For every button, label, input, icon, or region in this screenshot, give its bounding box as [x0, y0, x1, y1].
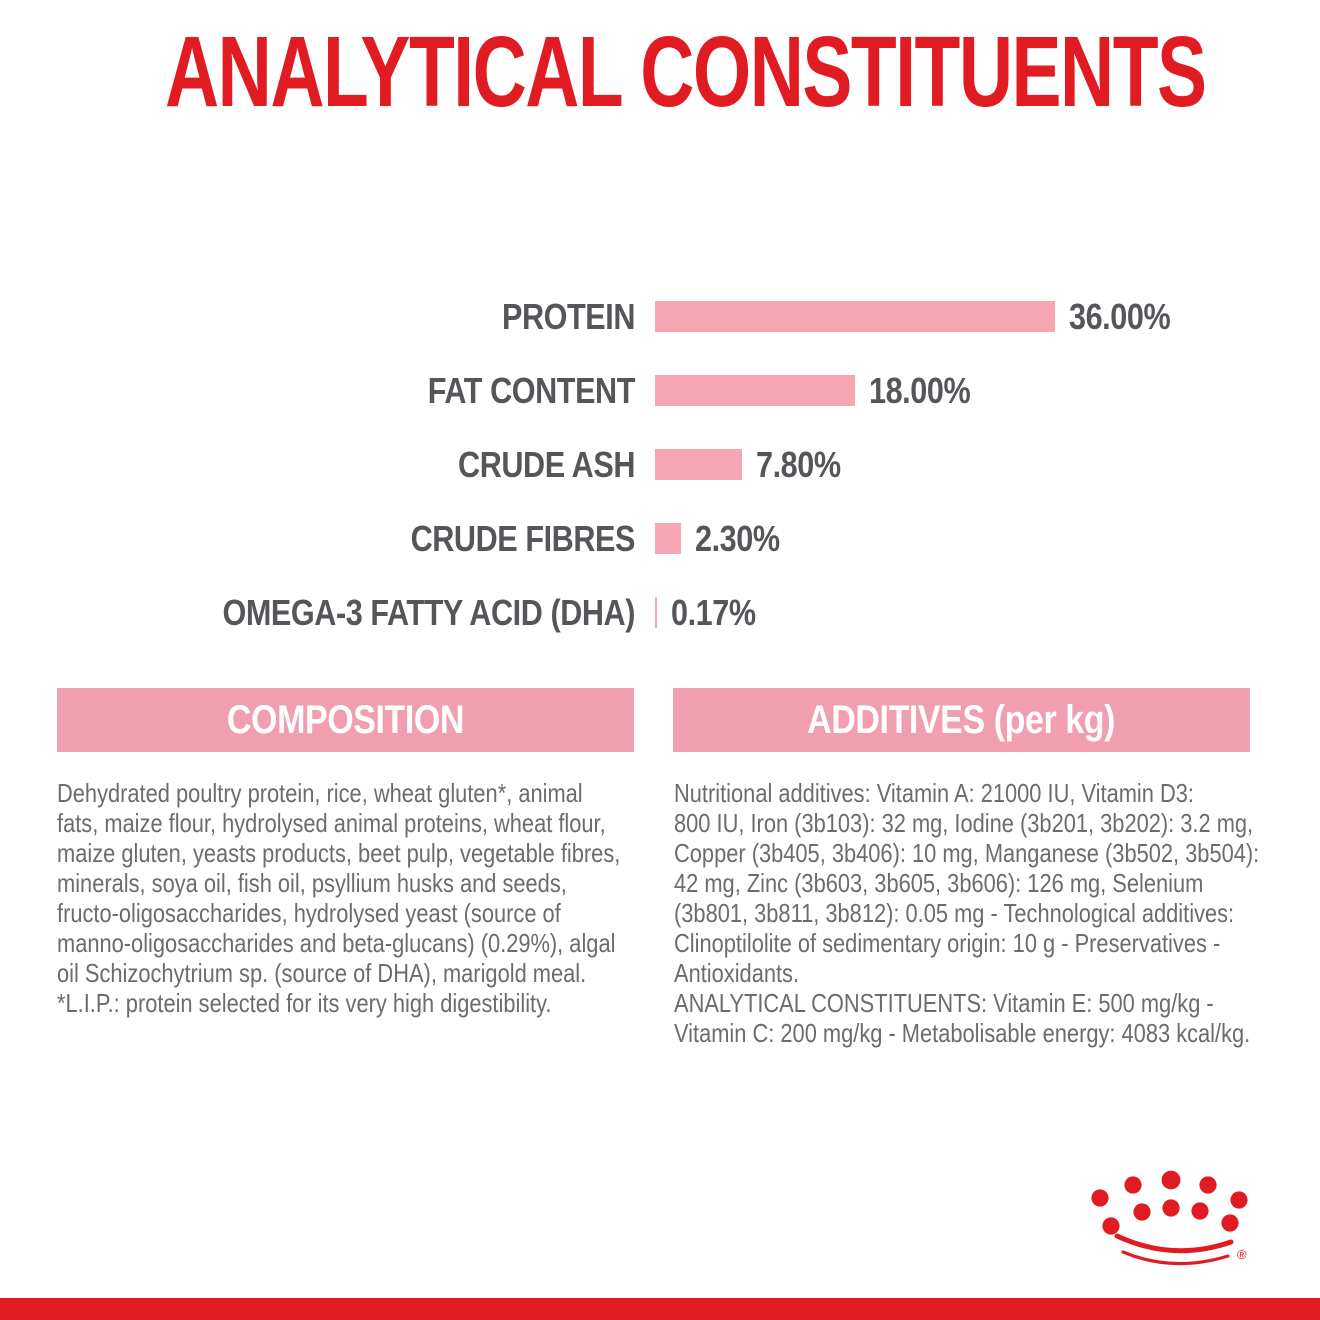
chart-category-label: CRUDE ASH — [458, 443, 635, 485]
composition-line: fats, maize flour, hydrolysed animal proteins, wheat flour, — [57, 808, 606, 838]
analytical-constituents-chart — [0, 295, 1320, 671]
composition-line: minerals, soya oil, fish oil, psyllium husks and seeds, — [57, 868, 567, 898]
page-title: ANALYTICAL CONSTITUENTS — [165, 16, 1206, 128]
additives-line: ANALYTICAL CONSTITUENTS: Vitamin E: 500 mg/kg - — [674, 988, 1214, 1018]
chart-bar — [655, 301, 1055, 332]
composition-text — [57, 778, 728, 1018]
additives-line: 42 mg, Zinc (3b603, 3b605, 3b606): 126 mg, Selenium — [674, 868, 1204, 898]
chart-row — [0, 591, 1320, 633]
chart-value-label: 0.17% — [671, 591, 756, 633]
crown-logo-icon — [1086, 1156, 1254, 1270]
composition-line: fructo-oligosaccharides, hydrolysed yeast (source of — [57, 898, 561, 928]
additives-line: Copper (3b405, 3b406): 10 mg, Manganese (3b502, 3b504): — [674, 838, 1260, 868]
footer-red-band — [0, 1298, 1320, 1320]
chart-bar — [655, 523, 681, 554]
chart-category-label: OMEGA-3 FATTY ACID (DHA) — [222, 591, 635, 633]
chart-row — [0, 443, 1320, 485]
additives-line: (3b801, 3b811, 3b812): 0.05 mg - Technological additives: — [674, 898, 1235, 928]
chart-bar — [655, 375, 855, 406]
chart-row — [0, 369, 1320, 411]
additives-line: Antioxidants. — [674, 958, 800, 988]
chart-row — [0, 295, 1320, 337]
composition-line: manno-oligosaccharides and beta-glucans) (0.29%), algal — [57, 928, 616, 958]
chart-category-label: PROTEIN — [501, 295, 635, 337]
additives-line: 800 IU, Iron (3b103): 32 mg, Iodine (3b201, 3b202): 3.2 mg, — [674, 808, 1254, 838]
composition-line: Dehydrated poultry protein, rice, wheat gluten*, animal — [57, 778, 583, 808]
chart-value-label: 36.00% — [1069, 295, 1171, 337]
chart-category-label: CRUDE FIBRES — [410, 517, 635, 559]
additives-text — [674, 778, 1320, 1048]
chart-bar — [655, 597, 657, 628]
additives-line: Clinoptilolite of sedimentary origin: 10 g - Preservatives - — [674, 928, 1221, 958]
chart-value-label: 2.30% — [695, 517, 780, 559]
composition-line: *L.I.P.: protein selected for its very high digestibility. — [57, 988, 552, 1018]
chart-bar — [655, 449, 742, 480]
additives-line: Nutritional additives: Vitamin A: 21000 IU, Vitamin D3: — [674, 778, 1194, 808]
chart-value-label: 7.80% — [756, 443, 841, 485]
additives-header: ADDITIVES (per kg) — [807, 698, 1116, 742]
chart-row — [0, 517, 1320, 559]
composition-line: maize gluten, yeasts products, beet pulp, vegetable fibres, — [57, 838, 621, 868]
registered-trademark-symbol: ® — [1237, 1247, 1247, 1262]
composition-line: oil Schizochytrium sp. (source of DHA), marigold meal. — [57, 958, 587, 988]
chart-value-label: 18.00% — [869, 369, 971, 411]
additives-line: Vitamin C: 200 mg/kg - Metabolisable energy: 4083 kcal/kg. — [674, 1018, 1251, 1048]
composition-header-band — [57, 688, 634, 752]
composition-header: COMPOSITION — [226, 698, 465, 742]
chart-category-label: FAT CONTENT — [427, 369, 635, 411]
additives-header-band — [673, 688, 1250, 752]
